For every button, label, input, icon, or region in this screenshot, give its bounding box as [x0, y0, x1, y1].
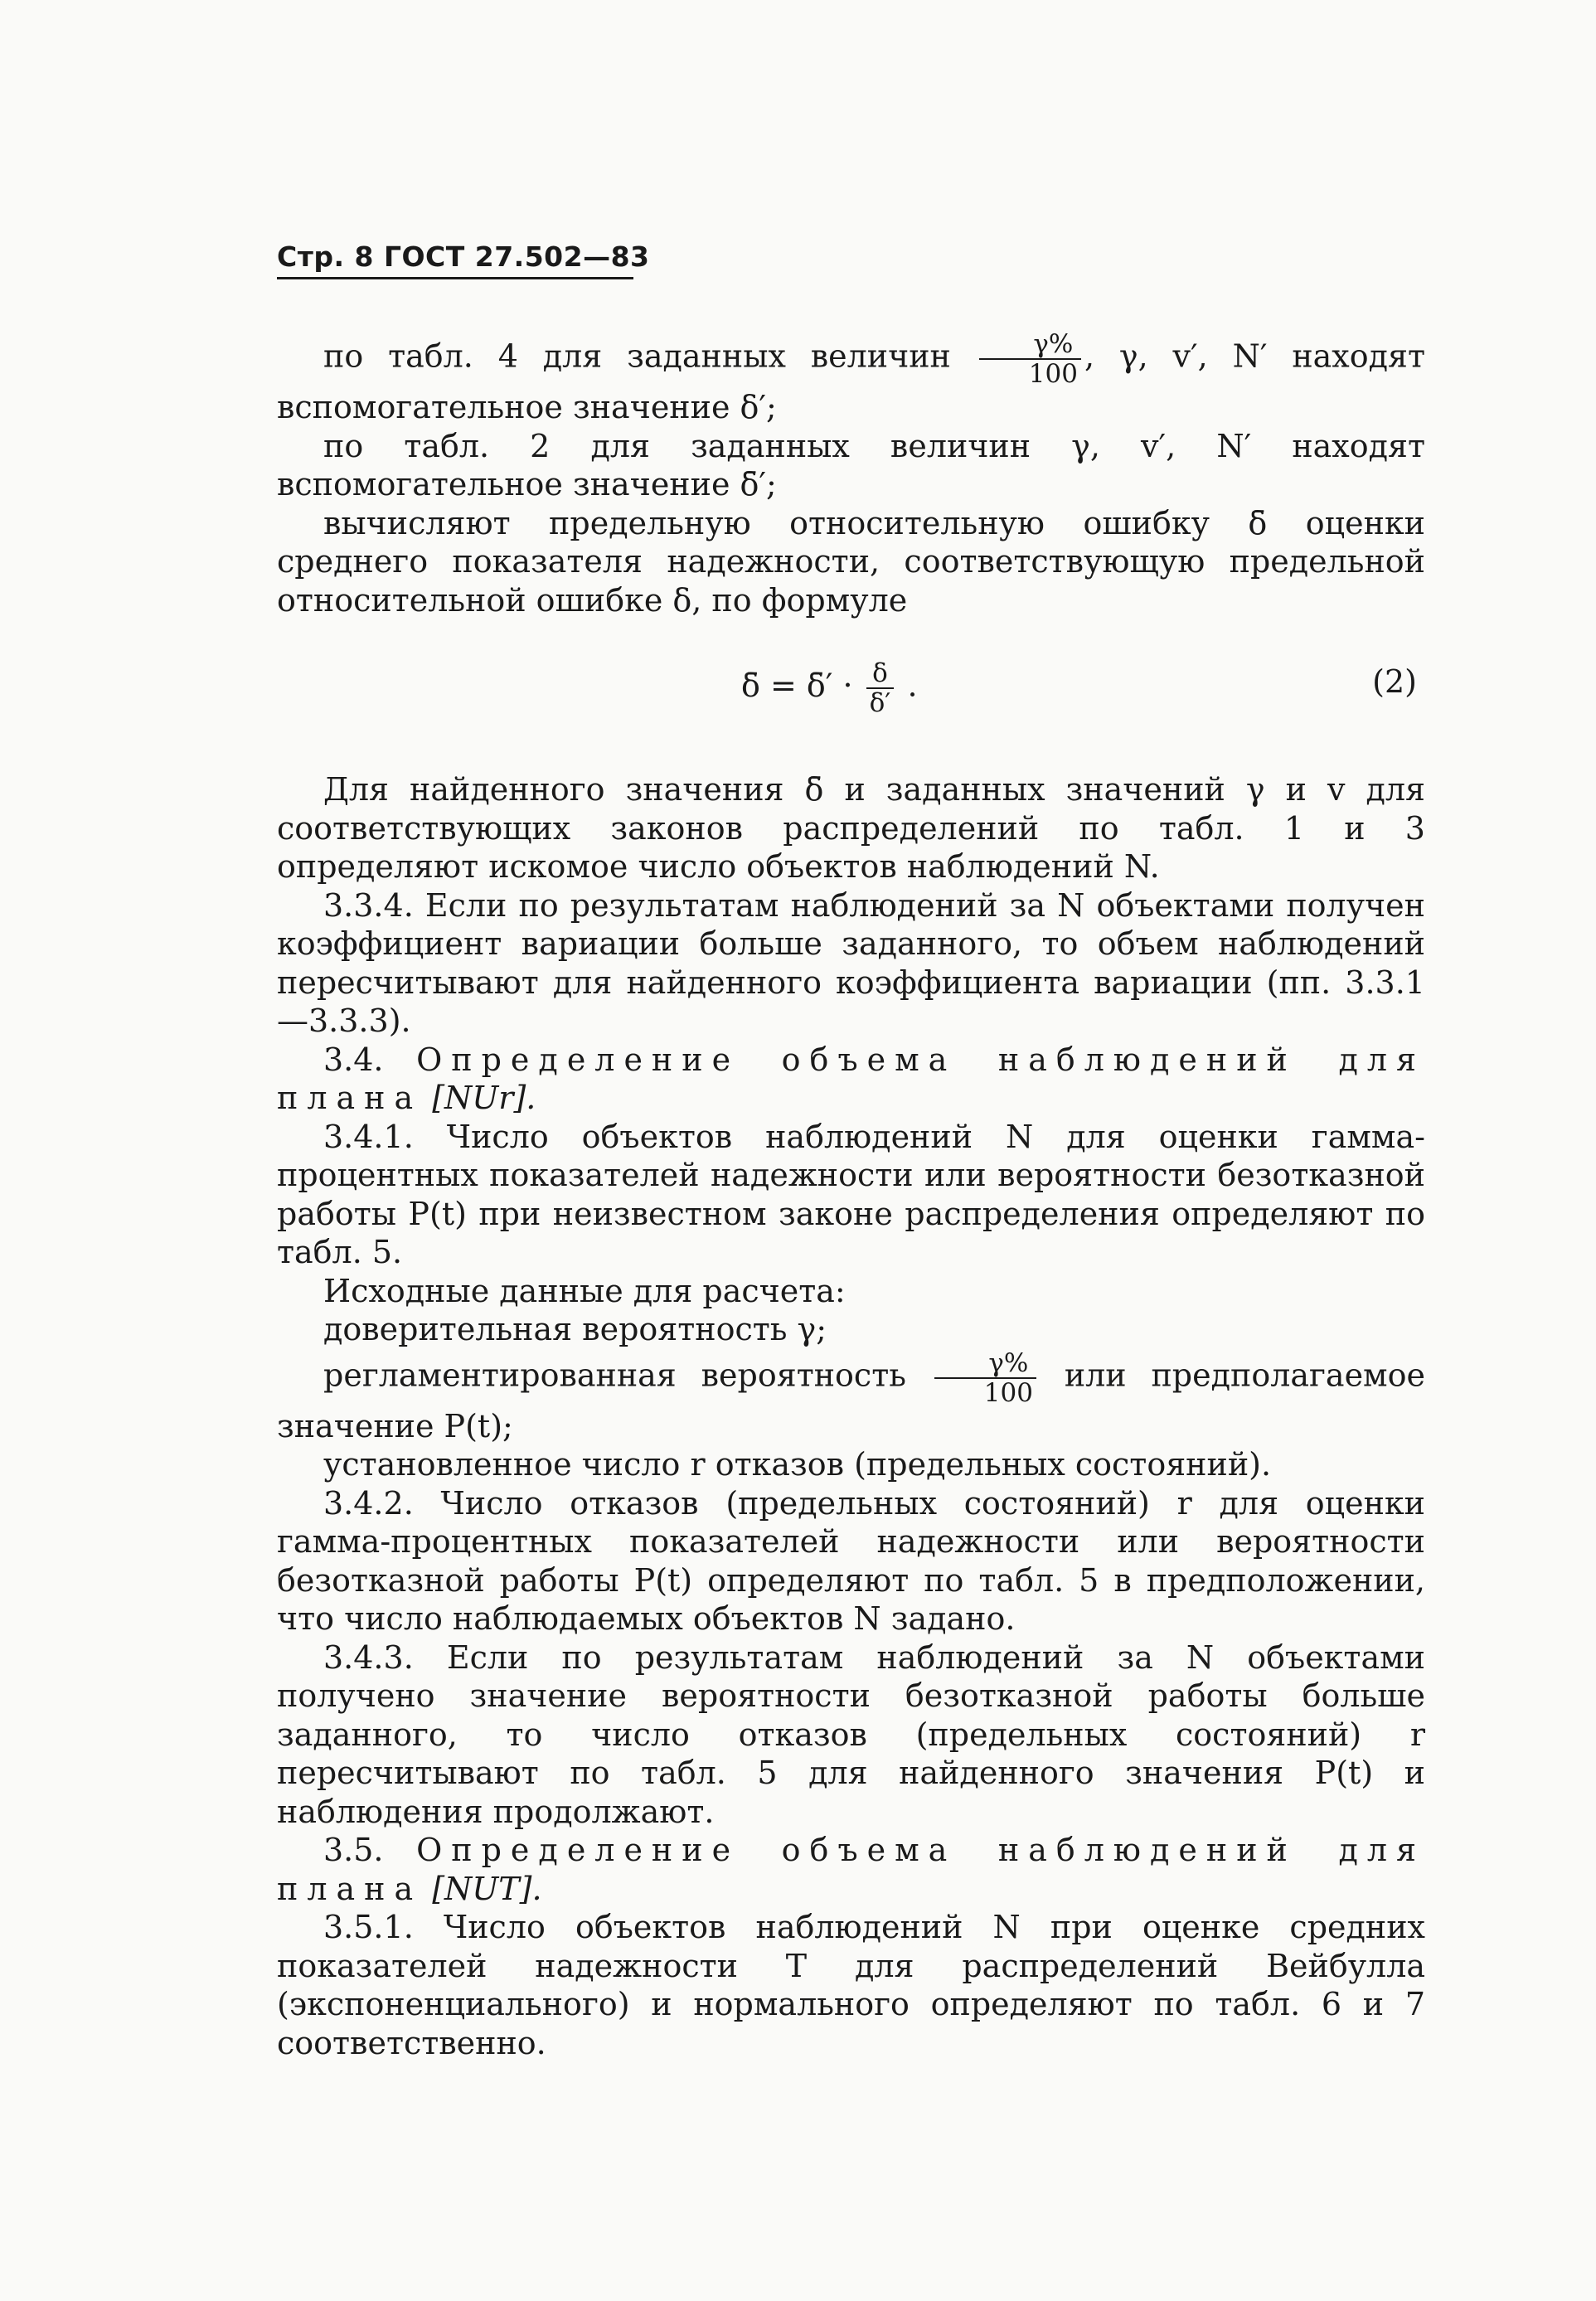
clause-3-4-3: 3.4.3. Если по результатам наблюдений за N объектами получено значение вероятности безотказной работы больше заданного, то число отказов (предельных состояний) r пересчитывают по табл. 5 для найденного значения P(t) и наблюдения продолжают. — [277, 1638, 1425, 1830]
formula-lhs: δ̄ = δ̄′ · — [741, 667, 853, 704]
fraction-gamma-percent — [934, 1349, 1036, 1407]
section-number: 3.4. — [323, 1041, 384, 1078]
fraction-denominator: 100 — [983, 1377, 1033, 1408]
section-number: 3.5. — [323, 1832, 384, 1868]
section-plan: [NUT]. — [432, 1870, 542, 1907]
section-heading-3-4 — [277, 1041, 1425, 1118]
fraction-numerator: γ% — [934, 1349, 1036, 1379]
formula-number: (2) — [1372, 663, 1417, 700]
clause-3-4-2: 3.4.2. Число отказов (предельных состояний) r для оценки гамма-процентных показателей надежности или вероятности безотказной работы P(t) определяют по табл. 5 в предположении, что число наблюдаемых объектов N задано. — [277, 1484, 1425, 1637]
clause-3-3-4: 3.3.4. Если по результатам наблюдений за N объектами получен коэффициент вариации больше заданного, то объем наблюдений пересчитывают для найденного коэффициента вариации (пп. 3.3.1—3.3.3). — [277, 886, 1425, 1039]
list-item-confidence: доверительная вероятность γ; — [323, 1311, 827, 1347]
formula-fraction — [866, 659, 895, 717]
paragraph-text: регламентированная вероятность — [323, 1357, 906, 1393]
document-body — [277, 330, 1425, 2062]
fraction-numerator: δ — [866, 659, 895, 689]
paragraph-text: , γ, v′, N′ находят вспомогательное значение δ′; — [277, 337, 1426, 425]
section-title: Определение объема наблюдений для плана — [277, 1041, 1425, 1116]
paragraph-relative-error: вычисляют предельную относительную ошибку δ̄ оценки среднего показателя надежности, соответствующую предельной относительной ошибке δ, по формуле — [277, 504, 1425, 619]
formula-expression — [741, 659, 918, 717]
clause-3-5-1: 3.5.1. Число объектов наблюдений N при оценке средних показателей надежности T для распределений Вейбулла (экспоненциального) и нормального определяют по табл. 6 и 7 соответственно. — [277, 1909, 1425, 2061]
section-title: Определение объема наблюдений для плана — [277, 1832, 1425, 1907]
paragraph-text: или предполагаемое значение P(t); — [277, 1357, 1425, 1444]
fraction-denominator: 100 — [1028, 359, 1078, 389]
formula-2 — [277, 634, 1425, 759]
fraction-denominator: δ′ — [869, 688, 891, 718]
clause-3-4-1: 3.4.1. Число объектов наблюдений N для оценки гамма-процентных показателей надежности или вероятности безотказной работы P(t) при неизвестном законе распределения определяют по табл. 5. — [277, 1118, 1425, 1270]
fraction-gamma-percent — [979, 330, 1081, 388]
formula-period: . — [907, 667, 918, 704]
page-header: Стр. 8 ГОСТ 27.502—83 — [277, 240, 650, 273]
paragraph-aux-delta — [277, 330, 1425, 427]
section-heading-3-5 — [277, 1831, 1425, 1908]
paragraph-text: по табл. 4 для заданных величин — [323, 337, 951, 375]
section-plan: [NUr]. — [432, 1080, 536, 1116]
paragraph-input-data: Исходные данные для расчета: — [323, 1272, 846, 1309]
paragraph-find-n: Для найденного значения δ̄ и заданных значений γ и v для соответствующих законов распределений по табл. 1 и 3 определяют искомое число объектов наблюдений N. — [277, 771, 1425, 885]
header-rule — [277, 277, 633, 279]
list-item-failures: установленное число r отказов (предельных состояний). — [323, 1446, 1272, 1483]
fraction-numerator: γ% — [979, 330, 1081, 360]
list-item-probability — [277, 1349, 1425, 1446]
paragraph-aux-delta-bar: по табл. 2 для заданных величин γ, v′, N′ находят вспомогательное значение δ̄′; — [277, 427, 1425, 502]
